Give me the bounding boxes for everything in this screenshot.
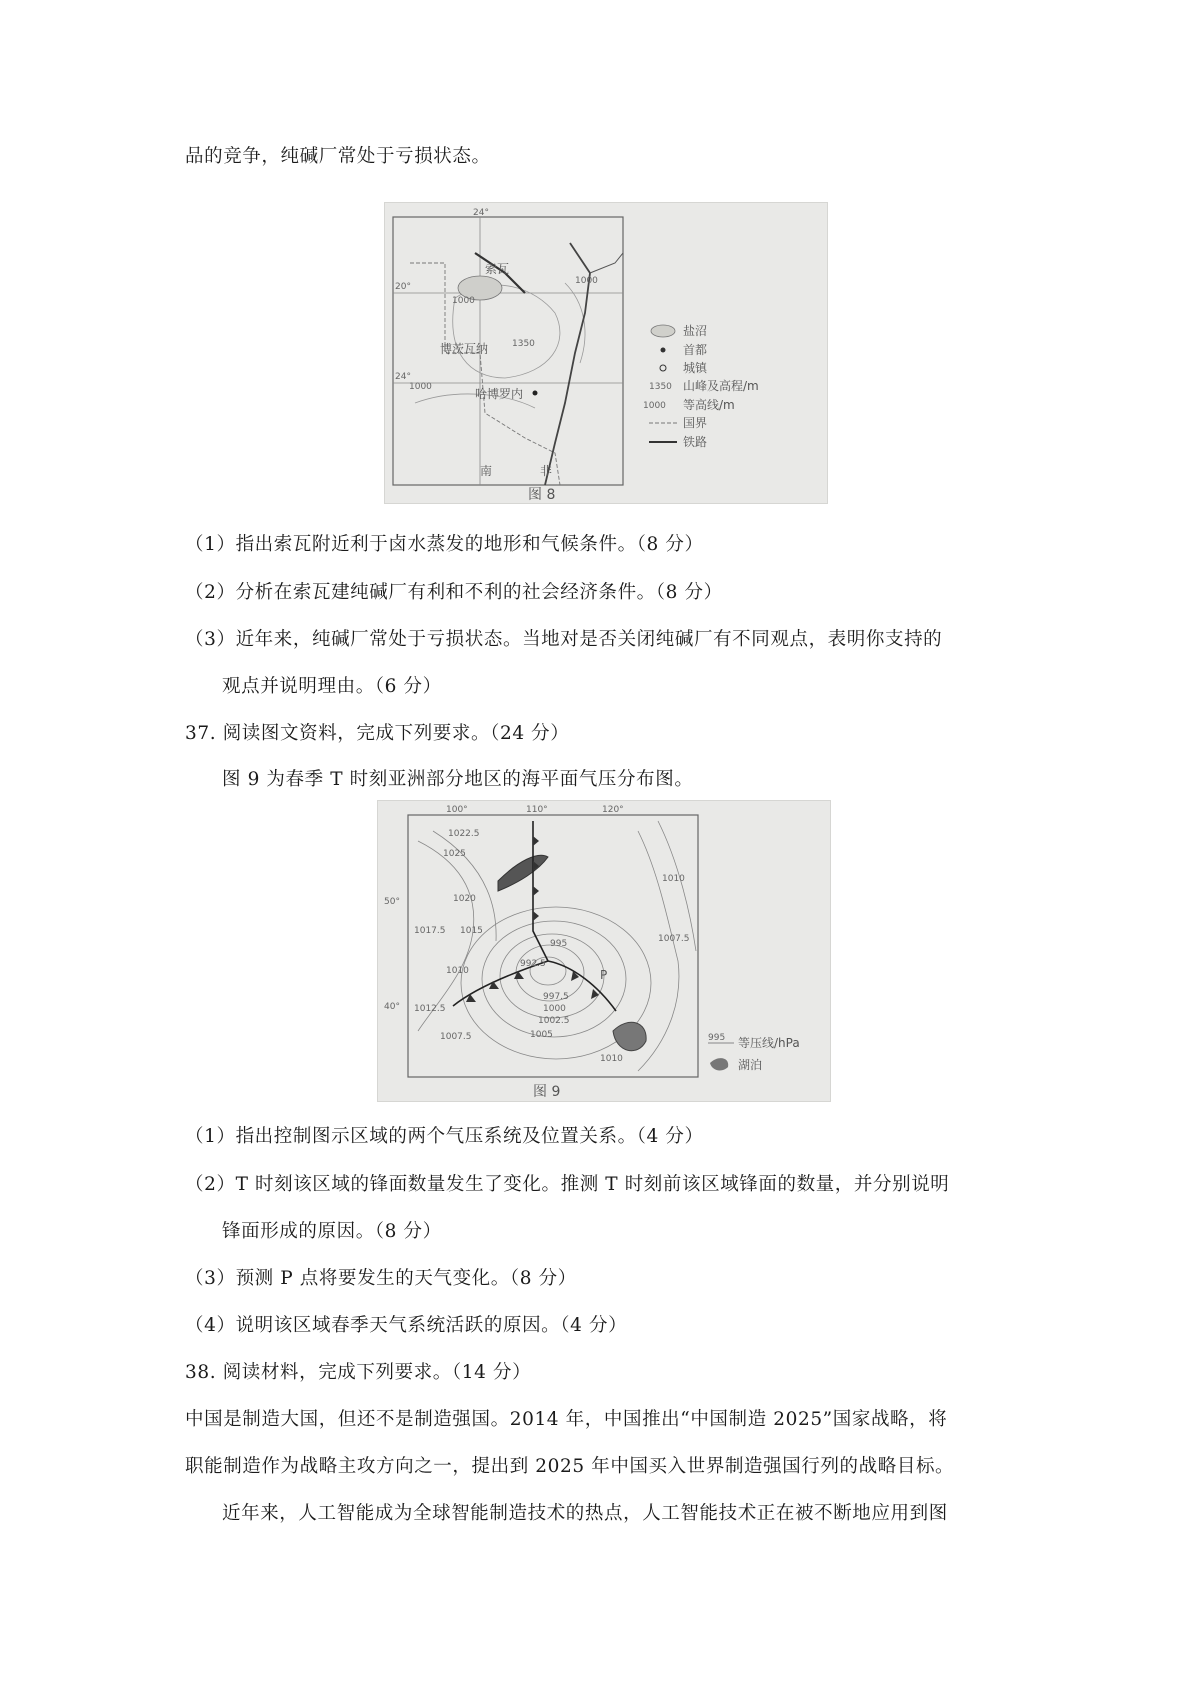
place-south: 南 [480,464,493,478]
question-37-2-cont: 锋面形成的原因。（8 分） [222,1221,442,1242]
isobar-label: 1017.5 [414,926,446,936]
isobar-label: 1022.5 [448,829,480,839]
place-sowa: 索瓦 [485,262,510,276]
point-p: P [600,968,608,982]
question-1: （1）指出索瓦附近利于卤水蒸发的地形和气候条件。（8 分） [185,534,704,555]
isobar-label: 1015 [460,926,483,936]
legend-town: 城镇 [683,361,708,375]
question-3-cont: 观点并说明理由。（6 分） [222,676,442,697]
question-37-heading: 37. 阅读图文资料，完成下列要求。（24 分） [185,723,570,744]
figure-9-caption: 图 9 [533,1084,561,1100]
lake-icon [710,1058,728,1070]
legend-lake: 湖泊 [738,1058,763,1072]
question-37-1: （1）指出控制图示区域的两个气压系统及位置关系。（4 分） [185,1126,704,1147]
figure-9-legend [708,1033,800,1072]
paragraph-line: 品的竞争，纯碱厂常处于亏损状态。 [185,146,491,167]
legend-salt-pan: 盐沼 [683,324,708,338]
lon-label: 110° [526,805,548,815]
figure-8-map [384,202,828,504]
capital-icon [661,348,666,353]
lon-label: 24° [473,208,489,218]
legend-railway: 铁路 [683,435,708,449]
legend-isobar-prefix: 995 [708,1033,726,1043]
place-gaborone: 哈博罗内 [475,387,524,401]
isobar-label: 997.5 [543,992,569,1002]
lat-label: 50° [384,897,400,907]
question-37-4: （4）说明该区域春季天气系统活跃的原因。（4 分） [185,1315,628,1336]
material-line: 近年来，人工智能成为全球智能制造技术的热点，人工智能技术正在被不断地应用到图 [222,1503,948,1524]
isobar-label: 1005 [530,1030,553,1040]
lon-label: 120° [602,805,624,815]
legend-contour: 等高线/m [683,398,735,412]
legend-capital: 首都 [683,343,708,357]
place-botswana: 博茨瓦纳 [440,342,489,356]
isobar-label: 1012.5 [414,1004,446,1014]
town-icon [660,365,666,371]
material-line: 中国是制造大国，但还不是制造强国。2014 年，中国推出“中国制造 2025”国家战略，将 [185,1409,948,1430]
question-37-3: （3）预测 P 点将要发生的天气变化。（8 分） [185,1268,577,1289]
question-3: （3）近年来，纯碱厂常处于亏损状态。当地对是否关闭纯碱厂有不同观点，表明你支持的 [185,629,943,650]
isobar-label: 1010 [662,874,685,884]
isobar-label: 995 [550,939,568,949]
isobar-label: 1007.5 [440,1032,472,1042]
place-africa: 非 [540,464,553,478]
question-2: （2）分析在索瓦建纯碱厂有利和不利的社会经济条件。（8 分） [185,582,723,603]
figure-9-pressure-map [377,800,831,1102]
isobar-label: 1020 [453,894,476,904]
legend-peak-prefix: 1350 [649,382,672,392]
contour-label: 1000 [452,296,475,306]
legend-peak: 山峰及高程/m [683,379,759,393]
legend-border: 国界 [683,416,708,430]
lon-label: 100° [446,805,468,815]
isobar-label: 1007.5 [658,934,690,944]
question-37-2: （2）T 时刻该区域的锋面数量发生了变化。推测 T 时刻前该区域锋面的数量，并分别说明 [185,1174,950,1195]
legend-contour-prefix: 1000 [643,401,666,411]
salt-pan-icon [651,325,675,337]
figure-8-caption: 图 8 [528,487,556,503]
peak-label: 1350 [512,339,535,349]
isobar-label: 992.5 [520,959,546,969]
figure-8-legend [643,323,759,449]
isobar-label: 1002.5 [538,1016,570,1026]
contour-label: 1000 [409,382,432,392]
question-38-heading: 38. 阅读材料，完成下列要求。（14 分） [185,1362,532,1383]
lat-label: 20° [395,282,411,292]
material-line: 职能制造作为战略主攻方向之一，提出到 2025 年中国买入世界制造强国行列的战略目标。 [185,1456,955,1477]
legend-isobar: 等压线/hPa [738,1036,800,1050]
lat-label: 24° [395,372,411,382]
isobar-label: 1010 [600,1054,623,1064]
question-37-intro: 图 9 为春季 T 时刻亚洲部分地区的海平面气压分布图。 [222,769,694,790]
contour-label: 1000 [575,276,598,286]
isobar-label: 1000 [543,1004,566,1014]
isobar-label: 1010 [446,966,469,976]
lat-label: 40° [384,1002,400,1012]
isobar-label: 1025 [443,849,466,859]
